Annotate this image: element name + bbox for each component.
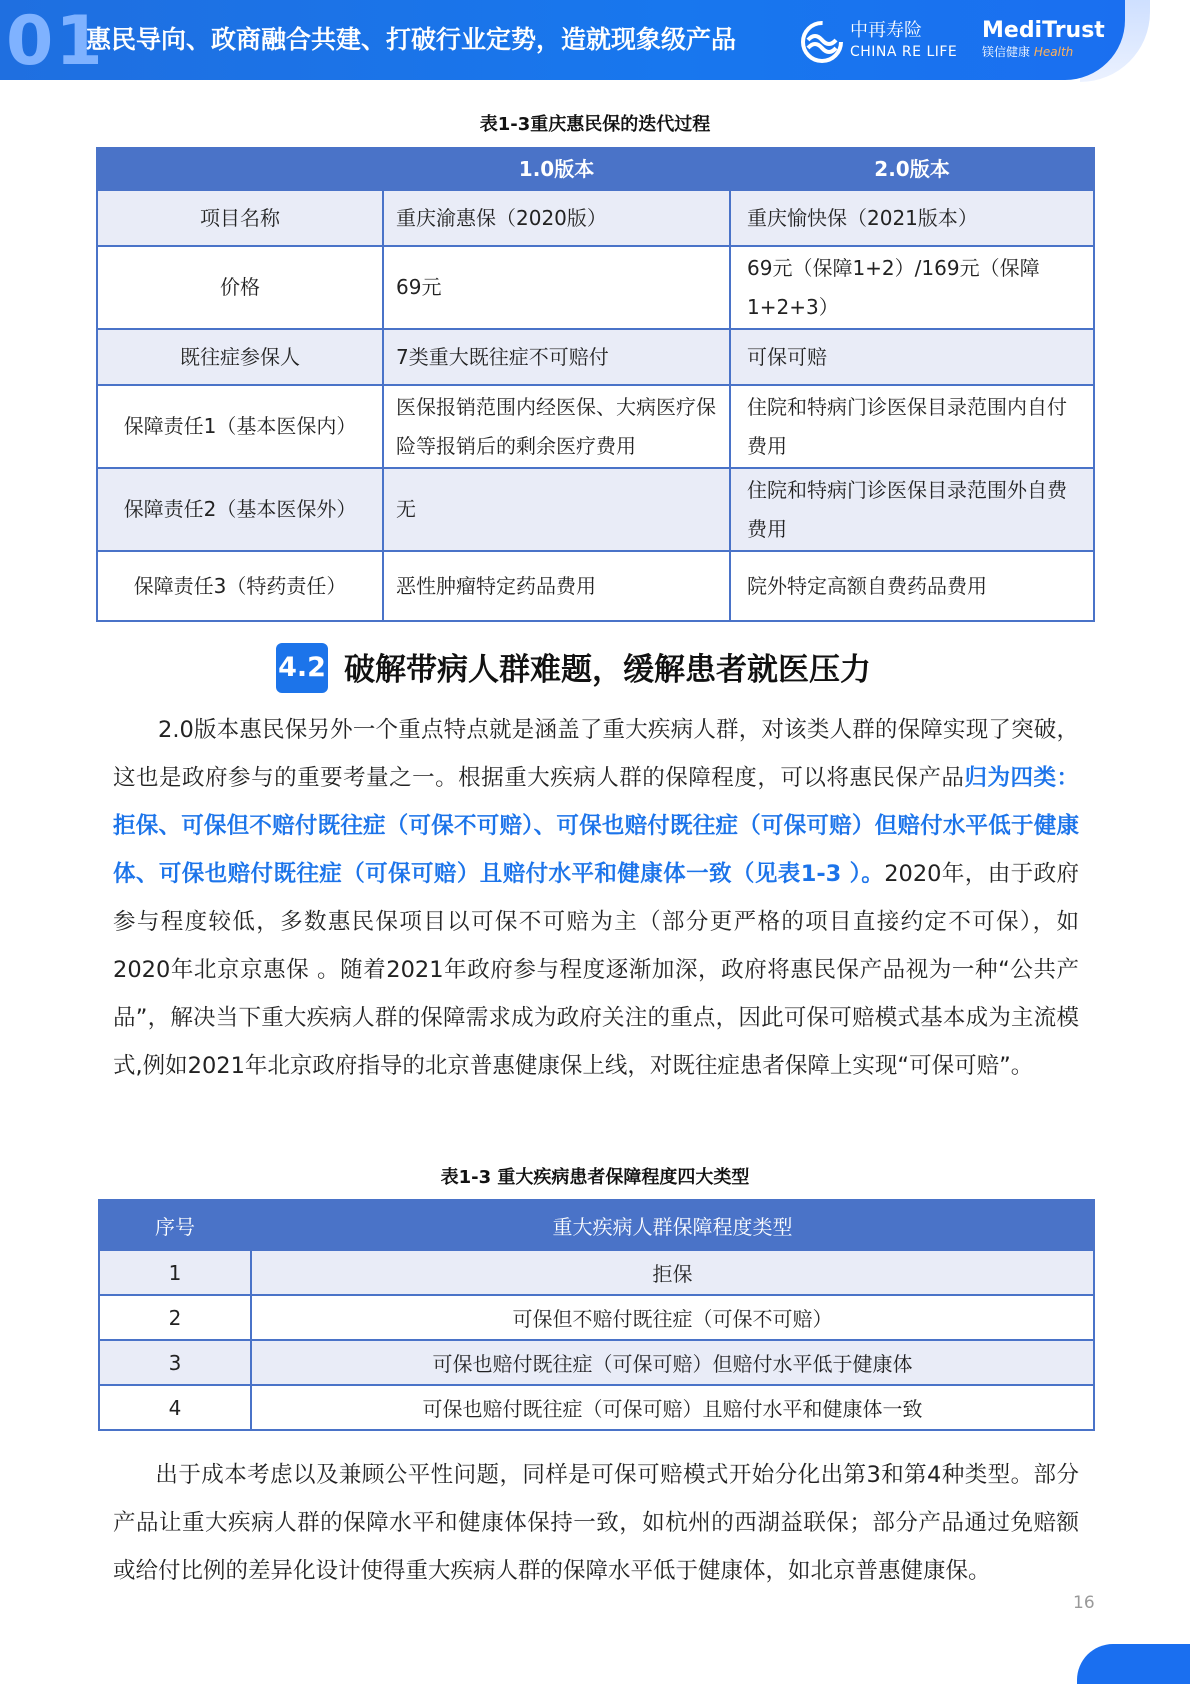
table-cell: 住院和特病门诊医保目录范围内自付费用	[730, 385, 1094, 468]
table-cell: 1	[99, 1250, 251, 1295]
wave-logo-icon	[800, 20, 844, 64]
table2-header-cell: 序号	[99, 1200, 251, 1250]
table2	[98, 1199, 1095, 1431]
header-title: 惠民导向、政商融合共建、打破行业定势，造就现象级产品	[86, 25, 737, 54]
table-row	[97, 190, 1094, 246]
table1-header-cell: 2.0版本	[730, 148, 1094, 190]
table-cell: 院外特定高额自费药品费用	[730, 551, 1094, 621]
logo2-english: MediTrust	[982, 18, 1105, 43]
logo2-subtitle	[982, 44, 1073, 60]
table-cell: 重庆渝惠保（2020版）	[383, 190, 730, 246]
table-cell: 可保但不赔付既往症（可保不可赔）	[251, 1295, 1094, 1340]
logo1-english: CHINA RE LIFE	[850, 44, 958, 60]
table-cell: 价格	[97, 246, 383, 329]
table2-header-row	[99, 1200, 1094, 1250]
page-header	[0, 0, 1125, 80]
china-re-life-logo	[800, 20, 960, 64]
table-cell: 3	[99, 1340, 251, 1385]
table-cell: 既往症参保人	[97, 329, 383, 385]
table-cell: 69元（保障1+2）/169元（保障1+2+3）	[730, 246, 1094, 329]
table-cell: 4	[99, 1385, 251, 1430]
table-row	[99, 1385, 1094, 1430]
table1-caption: 表1-3重庆惠民保的迭代过程	[479, 114, 711, 135]
table-row	[99, 1340, 1094, 1385]
body-paragraph-2	[113, 1451, 1079, 1595]
section-title: 破解带病人群难题，缓解患者就医压力	[344, 652, 871, 688]
table2-header-cell: 重大疾病人群保障程度类型	[251, 1200, 1094, 1250]
table-cell: 项目名称	[97, 190, 383, 246]
table-cell: 可保也赔付既往症（可保可赔）且赔付水平和健康体一致	[251, 1385, 1094, 1430]
table2-caption: 表1-3 重大疾病患者保障程度四大类型	[440, 1167, 750, 1188]
logo2-sub-cn: 镁信健康	[982, 45, 1031, 59]
paragraph1-highlight: 归为四类：拒保、可保但不赔付既往症（可保不可赔）、可保也赔付既往症（可保可赔）但赔付水平低于健康体、可保也赔付既往症（可保可赔）且赔付水平和健康体一致（见表1-3 ）。	[113, 765, 1079, 887]
chapter-number: 01	[6, 2, 105, 81]
table-cell: 保障责任2（基本医保外）	[97, 468, 383, 551]
paragraph2-text: 出于成本考虑以及兼顾公平性问题，同样是可保可赔模式开始分化出第3和第4种类型。部分产品让重大疾病人群的保障水平和健康体保持一致，如杭州的西湖益联保；部分产品通过免赔额或给付比例的差异化设计使得重大疾病人群的保障水平低于健康体，如北京普惠健康保。	[113, 1462, 1079, 1584]
table-cell: 医保报销范围内经医保、大病医疗保险等报销后的剩余医疗费用	[383, 385, 730, 468]
table-row	[97, 468, 1094, 551]
table-cell: 可保也赔付既往症（可保可赔）但赔付水平低于健康体	[251, 1340, 1094, 1385]
logo1-chinese: 中再寿险	[850, 20, 922, 41]
table-cell: 住院和特病门诊医保目录范围外自费费用	[730, 468, 1094, 551]
table1-header-cell: 1.0版本	[383, 148, 730, 190]
table-cell: 7类重大既往症不可赔付	[383, 329, 730, 385]
table-cell: 保障责任3（特药责任）	[97, 551, 383, 621]
table-row	[97, 329, 1094, 385]
table-cell: 2	[99, 1295, 251, 1340]
body-paragraph-1	[113, 706, 1079, 1090]
table-row	[97, 385, 1094, 468]
table-cell: 保障责任1（基本医保内）	[97, 385, 383, 468]
table-cell: 拒保	[251, 1250, 1094, 1295]
table1-header-cell	[97, 148, 383, 190]
section-number-badge: 4.2	[276, 643, 328, 693]
table-cell: 恶性肿瘤特定药品费用	[383, 551, 730, 621]
paragraph1-text: 2.0版本惠民保另外一个重点特点就是涵盖了重大疾病人群，对该类人群的保障实现了突破，这也是政府参与的重要考量之一。根据重大疾病人群的保障程度，可以将惠民保产品	[113, 717, 1079, 791]
table1-header-row	[97, 148, 1094, 190]
page-number: 16	[1073, 1593, 1095, 1613]
meditrust-logo	[982, 18, 1105, 62]
table-cell: 无	[383, 468, 730, 551]
logo2-sub-en: Health	[1033, 45, 1074, 59]
paragraph1-text-2: 2020年，由于政府参与程度较低，多数惠民保项目以可保不可赔为主（部分更严格的项目直接约定不可保），如2020年北京京惠保 。随着2021年政府参与程度逐渐加深，政府将惠民保产品视为一种“公共产品”，解决当下重大疾病人群的保障需求成为政府关注的重点，因此可保可赔模式基本成为主流模式,例如2021年北京政府指导的北京普惠健康保上线，对既往症患者保障上实现“可保可赔”。	[113, 861, 1080, 1079]
table-cell: 可保可赔	[730, 329, 1094, 385]
table-row	[99, 1295, 1094, 1340]
table-row	[99, 1250, 1094, 1295]
table-row	[97, 246, 1094, 329]
corner-decoration	[1077, 1644, 1190, 1684]
table1	[96, 147, 1095, 622]
table-cell: 69元	[383, 246, 730, 329]
table-cell: 重庆愉快保（2021版本）	[730, 190, 1094, 246]
table-row	[97, 551, 1094, 621]
